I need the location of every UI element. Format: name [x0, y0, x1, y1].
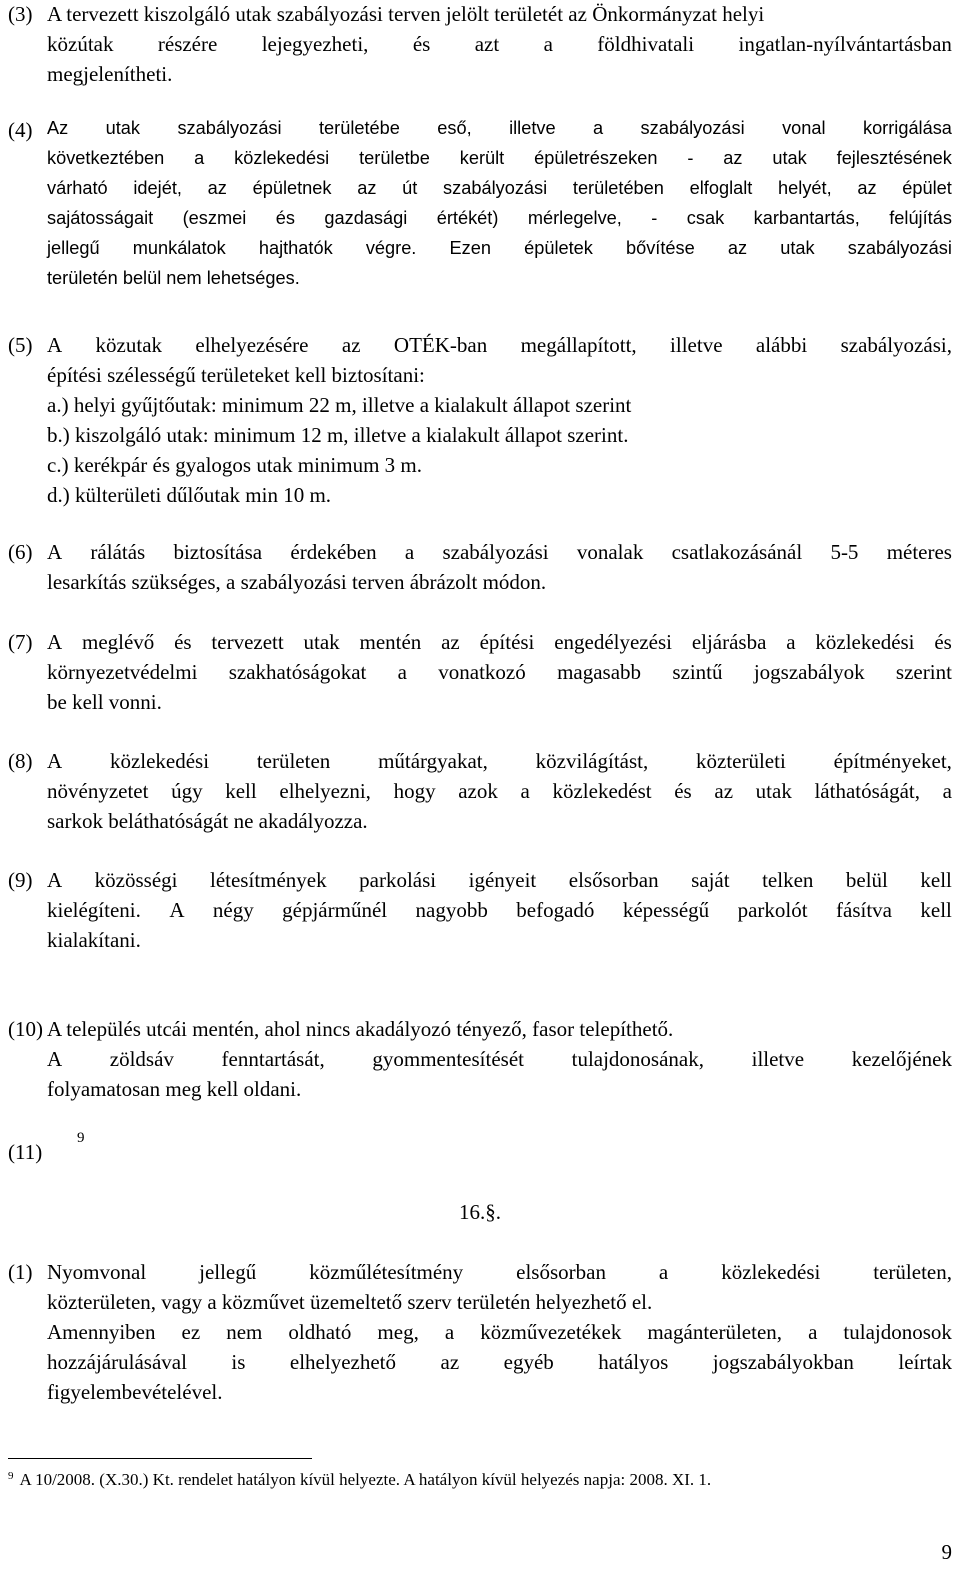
paragraph-number: (6) [8, 540, 33, 564]
text-line: A közösségi létesítmények parkolási igényeit elsősorban saját telken belül kell [47, 868, 952, 892]
text-line: területén belül nem lehetséges. [47, 268, 300, 288]
text-line: megjelenítheti. [47, 62, 173, 86]
text-line: közterületen, vagy a közművet üzemeltető szerv területén helyezhető el. [47, 1290, 653, 1314]
paragraph-number: (11) [8, 1140, 43, 1164]
text-line: Amennyiben ez nem oldható meg, a közművezetékek magánterületen, a tulajdonosok [47, 1320, 952, 1344]
text-line: folyamatosan meg kell oldani. [47, 1077, 302, 1101]
text-line: A rálátás biztosítása érdekében a szabályozási vonalak csatlakozásánál 5-5 méteres [47, 540, 952, 564]
text-line: d.) külterületi dűlőutak min 10 m. [47, 483, 332, 507]
text-line: be kell vonni. [47, 690, 162, 714]
text-line: környezetvédelmi szakhatóságokat a vonatkozó magasabb szintű jogszabályok szerint [47, 660, 952, 684]
text-line: A közutak elhelyezésére az OTÉK-ban megállapított, illetve alábbi szabályozási, [47, 333, 952, 357]
footnote-mark: 9 [8, 1470, 14, 1482]
text-line: következtében a közlekedési területbe került épületrészeken - az utak fejlesztésének [47, 148, 952, 168]
paragraph-number: (1) [8, 1260, 33, 1284]
footnote [8, 1470, 711, 1490]
text-line: A meglévő és tervezett utak mentén az építési engedélyezési eljárásba a közlekedési és [47, 630, 952, 654]
page-number: 9 [941, 1540, 952, 1564]
text-line: A tervezett kiszolgáló utak szabályozási terven jelölt területét az Önkormányzat helyi [47, 2, 765, 26]
text-line: A közlekedési területen műtárgyakat, közvilágítást, közterületi építményeket, [47, 749, 952, 773]
text-line: A zöldsáv fenntartását, gyommentesítését tulajdonosának, illetve kezelőjének [47, 1047, 952, 1071]
footnote-divider [8, 1458, 312, 1459]
paragraph-number: (8) [8, 749, 33, 773]
text-line: növényzetet úgy kell elhelyezni, hogy azok a közlekedést és az utak láthatóságát, a [47, 779, 952, 803]
text-line: figyelembevételével. [47, 1380, 223, 1404]
text-line: lesarkítás szükséges, a szabályozási terven ábrázolt módon. [47, 570, 547, 594]
text-line: Az utak szabályozási területébe eső, illetve a szabályozási vonal korrigálása [47, 118, 952, 138]
text-line: sajátosságait (eszmei és gazdasági értékét) mérlegelve, - csak karbantartás, felújítás [47, 208, 952, 228]
paragraph-number: (4) [8, 118, 33, 142]
text-line: építési szélességű területeket kell biztosítani: [47, 363, 425, 387]
text-line: c.) kerékpár és gyalogos utak minimum 3 m. [47, 453, 422, 477]
text-line: Nyomvonal jellegű közműlétesítmény elsősorban a közlekedési területen, [47, 1260, 952, 1284]
text-line: hozzájárulásával is elhelyezhető az egyéb hatályos jogszabályokban leírtak [47, 1350, 952, 1374]
text-line: b.) kiszolgáló utak: minimum 12 m, illetve a kialakult állapot szerint. [47, 423, 629, 447]
text-line: közútak részére lejegyezheti, és azt a földhivatali ingatlan-nyílvántartásban [47, 32, 952, 56]
section-heading: 16.§. [459, 1200, 501, 1224]
text-line: kialakítani. [47, 928, 141, 952]
paragraph-number: (9) [8, 868, 33, 892]
paragraph-number: (10) [8, 1017, 43, 1041]
text-line: jellegű munkálatok hajthatók végre. Ezen épületek bővítése az utak szabályozási [47, 238, 952, 258]
text-line: várható idejét, az épületnek az út szabályozási területében elfoglalt helyét, az épület [47, 178, 952, 198]
text-line: sarkok beláthatóságát ne akadályozza. [47, 809, 368, 833]
paragraph-number: (3) [8, 2, 33, 26]
text-line: A település utcái mentén, ahol nincs akadályozó tényező, fasor telepíthető. [47, 1017, 674, 1041]
text-line: a.) helyi gyűjtőutak: minimum 22 m, illetve a kialakult állapot szerint [47, 393, 632, 417]
paragraph-number: (5) [8, 333, 33, 357]
paragraph-number: (7) [8, 630, 33, 654]
footnote-text: A 10/2008. (X.30.) Kt. rendelet hatályon kívül helyezte. A hatályon kívül helyezés napja: 2008. XI. 1. [19, 1470, 712, 1489]
footnote-reference[interactable]: 9 [77, 1130, 85, 1146]
text-line: kielégíteni. A négy gépjárműnél nagyobb befogadó képességű parkolót fásítva kell [47, 898, 952, 922]
